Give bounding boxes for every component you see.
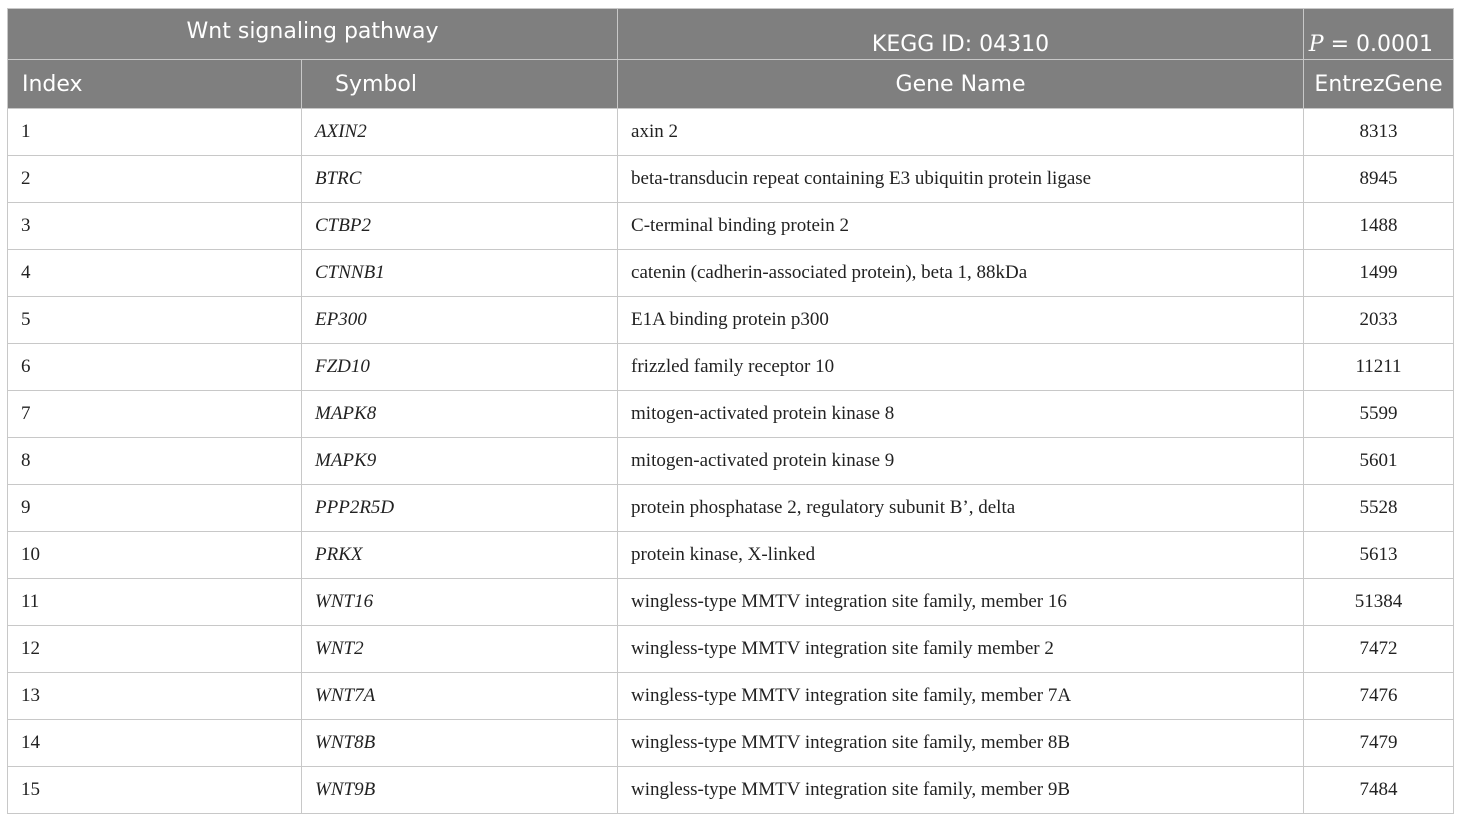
entrez-cell: 7484: [1304, 767, 1454, 814]
table-row: [8, 532, 1454, 579]
gene-name-cell: E1A binding protein p300: [618, 297, 1304, 344]
gene-name-cell: frizzled family receptor 10: [618, 344, 1304, 391]
symbol-cell: MAPK8: [302, 391, 618, 438]
p-label: P: [1308, 32, 1324, 57]
symbol-cell: CTNNB1: [302, 250, 618, 297]
index-cell: 6: [8, 344, 302, 391]
index-cell: 11: [8, 579, 302, 626]
entrez-cell: 7479: [1304, 720, 1454, 767]
symbol-cell: WNT8B: [302, 720, 618, 767]
table-row: [8, 485, 1454, 532]
symbol-cell: WNT16: [302, 579, 618, 626]
table-body: [8, 109, 1454, 814]
entrez-cell: 51384: [1304, 579, 1454, 626]
gene-name-cell: C-terminal binding protein 2: [618, 203, 1304, 250]
index-cell: 5: [8, 297, 302, 344]
gene-name-cell: wingless-type MMTV integration site family member 2: [618, 626, 1304, 673]
header-column-row: [8, 60, 1454, 109]
gene-name-cell: axin 2: [618, 109, 1304, 156]
index-cell: 3: [8, 203, 302, 250]
symbol-cell: BTRC: [302, 156, 618, 203]
index-cell: 13: [8, 673, 302, 720]
gene-name-cell: mitogen-activated protein kinase 9: [618, 438, 1304, 485]
entrez-cell: 5601: [1304, 438, 1454, 485]
table-row: [8, 250, 1454, 297]
table-row: [8, 767, 1454, 814]
symbol-cell: WNT2: [302, 626, 618, 673]
p-value-number: = 0.0001: [1323, 32, 1434, 57]
table-row: [8, 156, 1454, 203]
table-row: [8, 297, 1454, 344]
entrez-cell: 5528: [1304, 485, 1454, 532]
p-value: [1304, 9, 1454, 60]
entrez-cell: 7476: [1304, 673, 1454, 720]
symbol-cell: FZD10: [302, 344, 618, 391]
column-header-index: Index: [8, 60, 302, 109]
gene-table: [7, 8, 1454, 814]
pathway-title: Wnt signaling pathway: [8, 9, 618, 60]
index-cell: 14: [8, 720, 302, 767]
kegg-id: KEGG ID: 04310: [618, 9, 1304, 60]
table-row: [8, 344, 1454, 391]
entrez-cell: 7472: [1304, 626, 1454, 673]
entrez-cell: 5613: [1304, 532, 1454, 579]
symbol-cell: WNT7A: [302, 673, 618, 720]
column-header-gene-name: Gene Name: [618, 60, 1304, 109]
header-title-row: [8, 9, 1454, 60]
table-row: [8, 438, 1454, 485]
entrez-cell: 2033: [1304, 297, 1454, 344]
entrez-cell: 8945: [1304, 156, 1454, 203]
symbol-cell: WNT9B: [302, 767, 618, 814]
entrez-cell: 8313: [1304, 109, 1454, 156]
gene-name-cell: mitogen-activated protein kinase 8: [618, 391, 1304, 438]
entrez-cell: 1499: [1304, 250, 1454, 297]
table-row: [8, 579, 1454, 626]
column-header-entrezgene: EntrezGene: [1304, 60, 1454, 109]
table-row: [8, 391, 1454, 438]
gene-name-cell: wingless-type MMTV integration site family, member 7A: [618, 673, 1304, 720]
index-cell: 10: [8, 532, 302, 579]
table-row: [8, 203, 1454, 250]
index-cell: 15: [8, 767, 302, 814]
gene-name-cell: catenin (cadherin-associated protein), beta 1, 88kDa: [618, 250, 1304, 297]
index-cell: 9: [8, 485, 302, 532]
gene-name-cell: wingless-type MMTV integration site family, member 8B: [618, 720, 1304, 767]
index-cell: 7: [8, 391, 302, 438]
index-cell: 8: [8, 438, 302, 485]
gene-name-cell: protein phosphatase 2, regulatory subunit B’, delta: [618, 485, 1304, 532]
column-header-symbol: Symbol: [302, 60, 618, 109]
table-row: [8, 720, 1454, 767]
table-header: [8, 9, 1454, 109]
table-row: [8, 109, 1454, 156]
entrez-cell: 5599: [1304, 391, 1454, 438]
index-cell: 12: [8, 626, 302, 673]
symbol-cell: CTBP2: [302, 203, 618, 250]
symbol-cell: PPP2R5D: [302, 485, 618, 532]
table-row: [8, 626, 1454, 673]
symbol-cell: PRKX: [302, 532, 618, 579]
index-cell: 1: [8, 109, 302, 156]
symbol-cell: EP300: [302, 297, 618, 344]
gene-name-cell: beta-transducin repeat containing E3 ubiquitin protein ligase: [618, 156, 1304, 203]
gene-name-cell: wingless-type MMTV integration site family, member 16: [618, 579, 1304, 626]
index-cell: 2: [8, 156, 302, 203]
symbol-cell: MAPK9: [302, 438, 618, 485]
table-row: [8, 673, 1454, 720]
gene-name-cell: protein kinase, X-linked: [618, 532, 1304, 579]
index-cell: 4: [8, 250, 302, 297]
entrez-cell: 1488: [1304, 203, 1454, 250]
gene-name-cell: wingless-type MMTV integration site family, member 9B: [618, 767, 1304, 814]
symbol-cell: AXIN2: [302, 109, 618, 156]
entrez-cell: 11211: [1304, 344, 1454, 391]
